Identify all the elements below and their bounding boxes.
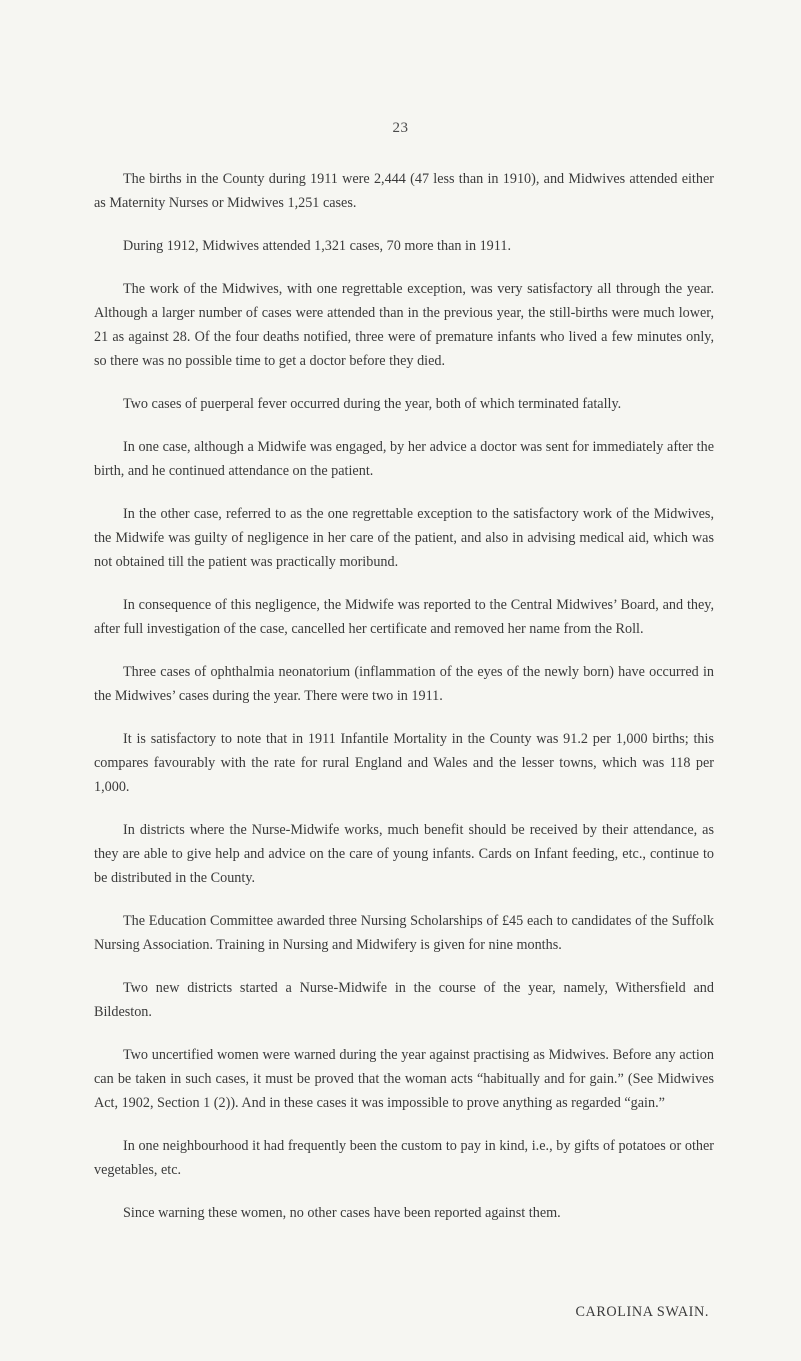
paragraph-payment-in-kind: In one neighbourhood it had frequently been the custom to pay in kind, i.e., by gifts of potatoes or other vegetables, etc. bbox=[94, 1138, 714, 1178]
paragraph-work-of-midwives: The work of the Midwives, with one regrettable exception, was very satisfactory all through the year. Although a larger number of cases were attended than in the previous year, the still-births were much lower, 21 as against 28. Of the four deaths notified, three were of premature infants who lived a few minutes only, so there was no possible time to get a doctor before they died. bbox=[94, 281, 714, 369]
paragraph-nurse-midwife-districts: In districts where the Nurse-Midwife works, much benefit should be received by their attendance, as they are able to give help and advice on the care of young infants. Cards on Infant feeding, etc., continue to be distributed in the County. bbox=[94, 822, 714, 886]
page-number: 23 bbox=[392, 120, 409, 136]
signature: CAROLINA SWAIN. bbox=[575, 1304, 709, 1320]
paragraph-new-districts: Two new districts started a Nurse-Midwife in the course of the year, namely, Withersfield and Bildeston. bbox=[94, 980, 714, 1020]
paragraph-uncertified-women: Two uncertified women were warned during the year against practising as Midwives. Before any action can be taken in such cases, it must be proved that the woman acts “habitually and for gain.” (See Midwives Act, 1902, Section 1 (2)). And in these cases it was impossible to prove anything as regarded “gain.” bbox=[94, 1047, 714, 1111]
paragraph-negligence-consequence: In consequence of this negligence, the Midwife was reported to the Central Midwives’ Board, and they, after full investigation of the case, cancelled her certificate and removed her name from the Roll. bbox=[94, 597, 714, 637]
paragraph-puerperal-fever: Two cases of puerperal fever occurred during the year, both of which terminated fatally. bbox=[123, 396, 622, 412]
paragraph-scholarships: The Education Committee awarded three Nursing Scholarships of £45 each to candidates of the Suffolk Nursing Association. Training in Nursing and Midwifery is given for nine months. bbox=[94, 913, 714, 953]
paragraph-infantile-mortality: It is satisfactory to note that in 1911 Infantile Mortality in the County was 91.2 per 1,000 births; this compares favourably with the rate for rural England and Wales and the lesser towns, which was 118 per 1,000. bbox=[94, 731, 714, 795]
paragraph-midwives-1912: During 1912, Midwives attended 1,321 cases, 70 more than in 1911. bbox=[123, 238, 511, 254]
paragraph-ophthalmia: Three cases of ophthalmia neonatorium (inflammation of the eyes of the newly born) have occurred in the Midwives’ cases during the year. There were two in 1911. bbox=[94, 664, 714, 704]
paragraph-births-1911: The births in the County during 1911 were 2,444 (47 less than in 1910), and Midwives attended either as Maternity Nurses or Midwives 1,251 cases. bbox=[94, 171, 714, 211]
paragraph-first-case: In one case, although a Midwife was engaged, by her advice a doctor was sent for immediately after the birth, and he continued attendance on the patient. bbox=[94, 439, 714, 479]
paragraph-since-warning: Since warning these women, no other cases have been reported against them. bbox=[123, 1205, 561, 1221]
report-body bbox=[94, 167, 714, 1244]
paragraph-other-case: In the other case, referred to as the one regrettable exception to the satisfactory work of the Midwives, the Midwife was guilty of negligence in her care of the patient, and also in advising medical aid, which was not obtained till the patient was practically moribund. bbox=[94, 506, 714, 570]
